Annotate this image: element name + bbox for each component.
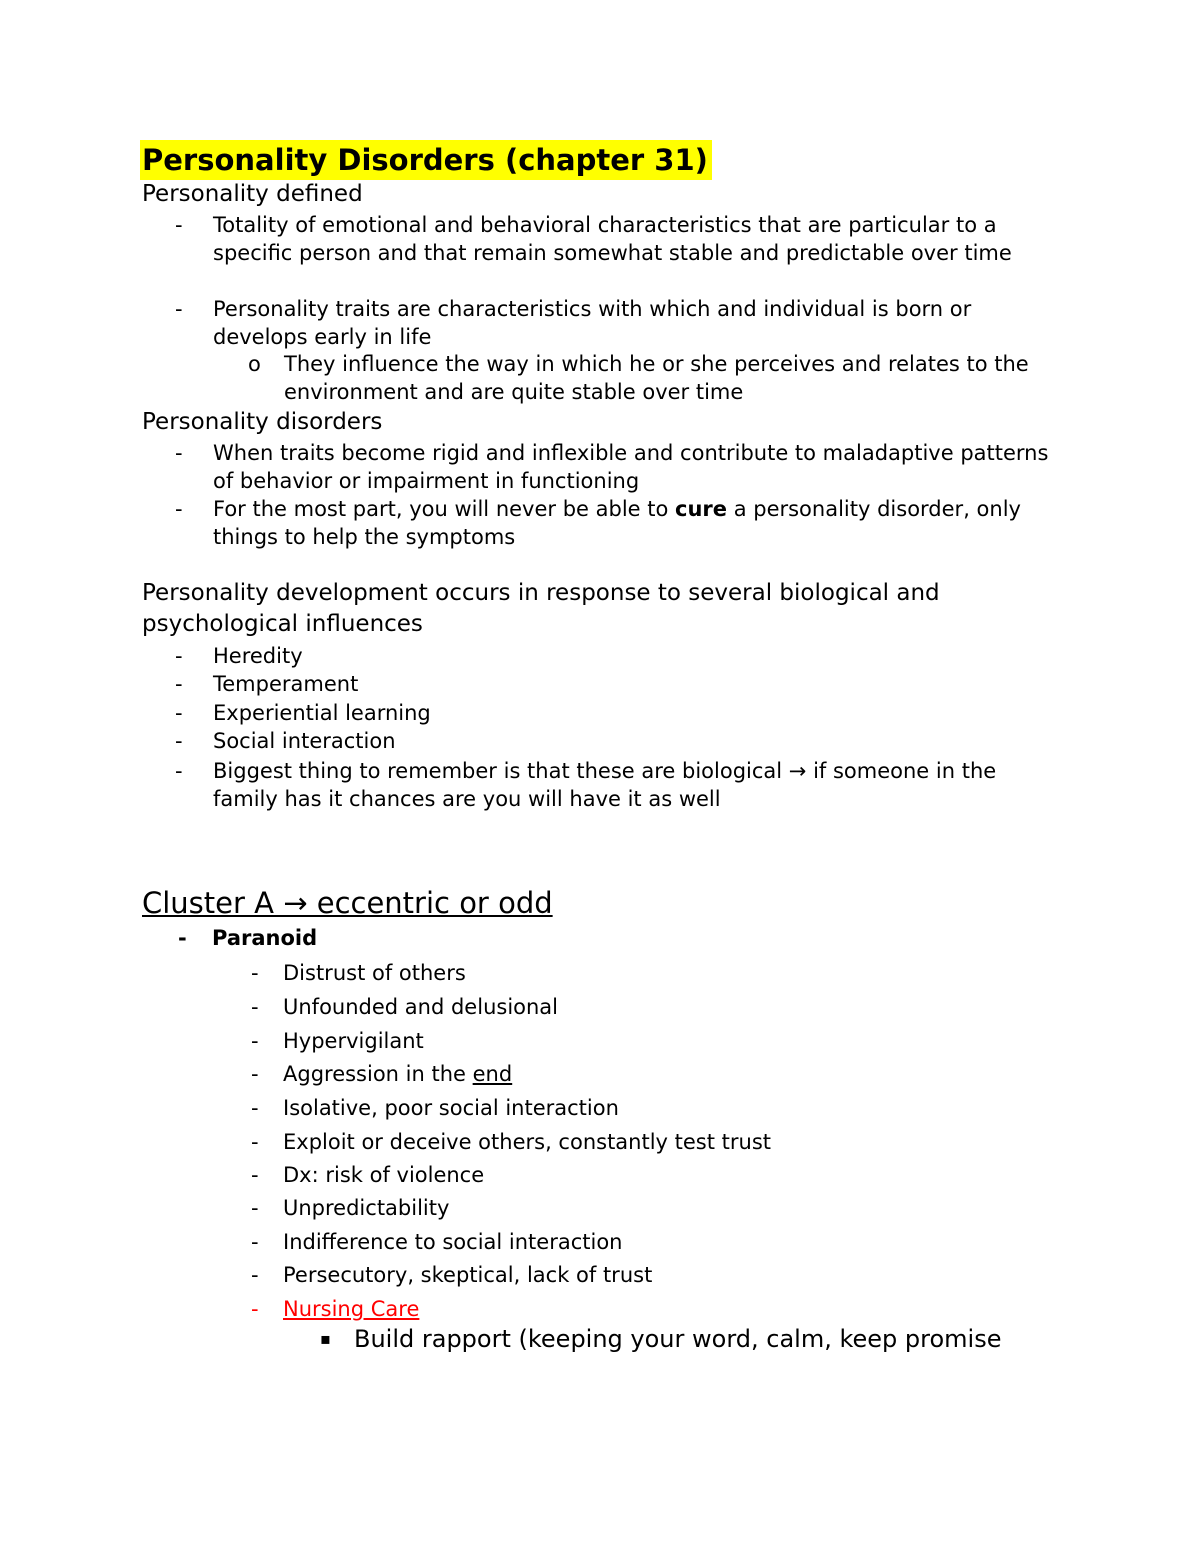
trait-text: Unfounded and delusional bbox=[283, 995, 559, 1019]
bullet-dash: - bbox=[251, 961, 259, 985]
list-item-text: Personality traits are characteristics with which and individual is born or develops early in life bbox=[213, 297, 972, 349]
list-item-text: Totality of emotional and behavioral characteristics that are particular to a specific person and that remain somewhat stable and predictable over time bbox=[213, 213, 1012, 265]
trait-text: Indifference to social interaction bbox=[283, 1230, 623, 1254]
trait-text: Exploit or deceive others, constantly test trust bbox=[283, 1130, 772, 1154]
bullet-dash: - bbox=[251, 1263, 259, 1287]
document-title: Personality Disorders (chapter 31) bbox=[140, 140, 712, 180]
list-item-text: Experiential learning bbox=[213, 701, 431, 725]
trait-text: Isolative, poor social interaction bbox=[283, 1096, 619, 1120]
bullet-dash: - bbox=[251, 1062, 259, 1086]
bullet-dash: - bbox=[175, 297, 183, 321]
sub-list-item-text: They influence the way in which he or she perceives and relates to the environment and are quite stable over time bbox=[284, 352, 1029, 404]
bullet-dash: - bbox=[251, 1196, 259, 1220]
list-item-text: When traits become rigid and inflexible and contribute to maladaptive patterns of behavior or impairment in functioning bbox=[213, 441, 1049, 493]
text-segment: a personality disorder, only things to help the symptoms bbox=[213, 497, 1021, 549]
bold-cure: cure bbox=[675, 497, 728, 521]
bullet-circle: o bbox=[248, 352, 261, 376]
heading-personality-defined: Personality defined bbox=[142, 181, 363, 207]
trait-text: Distrust of others bbox=[283, 961, 466, 985]
nursing-care-label: Nursing Care bbox=[283, 1297, 420, 1321]
list-item-text: Heredity bbox=[213, 644, 303, 668]
trait-text: Dx: risk of violence bbox=[283, 1163, 485, 1187]
bullet-dash: - bbox=[251, 1163, 259, 1187]
heading-personality-development: Personality development occurs in response to several biological and psychological influences bbox=[142, 580, 940, 637]
bullet-dash: - bbox=[251, 995, 259, 1019]
bullet-dash: - bbox=[251, 1029, 259, 1053]
text-segment: For the most part, you will never be able to bbox=[213, 497, 676, 521]
list-item-text: Social interaction bbox=[213, 729, 396, 753]
bullet-dash: - bbox=[251, 1096, 259, 1120]
bullet-dash: - bbox=[175, 701, 183, 725]
bullet-dash: - bbox=[251, 1130, 259, 1154]
nursing-care-text: Build rapport (keeping your word, calm, keep promise bbox=[354, 1325, 1002, 1353]
bullet-dash: - bbox=[175, 213, 183, 237]
bullet-dash: - bbox=[178, 926, 187, 950]
list-item-text: Temperament bbox=[213, 672, 359, 696]
bullet-dash: - bbox=[175, 672, 183, 696]
underlined-end: end bbox=[472, 1062, 513, 1086]
bullet-dash: - bbox=[175, 759, 183, 783]
square-bullet-icon: ▪ bbox=[320, 1329, 331, 1348]
heading-cluster-a: Cluster A → eccentric or odd bbox=[142, 886, 553, 920]
trait-text bbox=[283, 1059, 512, 1089]
bullet-dash: - bbox=[175, 441, 183, 465]
bullet-dash: - bbox=[251, 1230, 259, 1254]
bullet-dash: - bbox=[175, 497, 183, 521]
bullet-dash: - bbox=[175, 644, 183, 668]
trait-text: Persecutory, skeptical, lack of trust bbox=[283, 1263, 653, 1287]
text-segment: Aggression in the bbox=[283, 1062, 473, 1086]
subtype-label: Paranoid bbox=[212, 926, 318, 950]
trait-text: Hypervigilant bbox=[283, 1029, 424, 1053]
bullet-dash: - bbox=[251, 1297, 259, 1321]
list-item-text: Biggest thing to remember is that these are biological → if someone in the family has it chances are you will have it as well bbox=[213, 759, 997, 811]
trait-text: Unpredictability bbox=[283, 1196, 450, 1220]
list-item-text bbox=[213, 495, 1063, 551]
bullet-dash: - bbox=[175, 729, 183, 753]
heading-personality-disorders: Personality disorders bbox=[142, 409, 383, 435]
